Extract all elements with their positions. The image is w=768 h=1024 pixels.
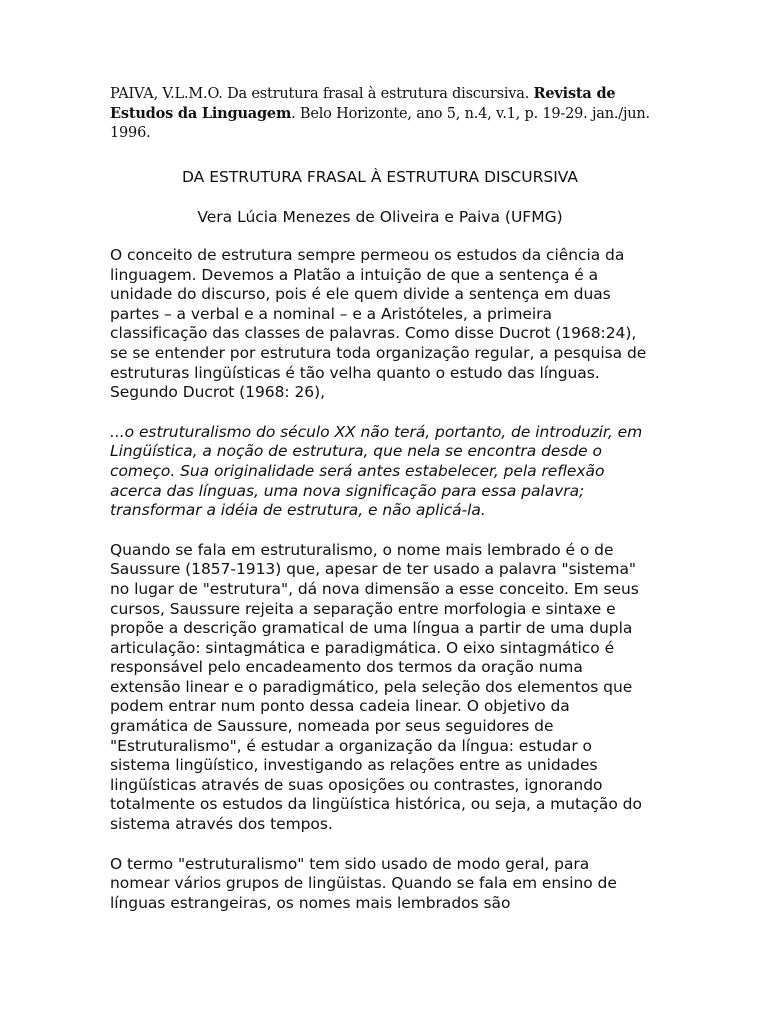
citation-prefix: PAIVA, V.L.M.O. Da estrutura frasal à estrutura discursiva. (110, 86, 534, 102)
document-author: Vera Lúcia Menezes de Oliveira e Paiva (UFMG) (197, 208, 563, 226)
citation-suffix: . Belo Horizonte, ano 5, n.4, v.1, p. 19-29. jan./jun. 1996. (110, 106, 650, 141)
paragraph-intro: O conceito de estrutura sempre permeou os estudos da ciência da linguagem. Devemos a Platão a intuição de que a sentença é a unidade do discurso, pois é ele quem divide a sentença em duas partes – a verbal e a nominal – e a Aristóteles, a primeira classificação das classes de palavras. Como disse Ducrot (1968:24), se se entender por estrutura toda organização regular, a pesquisa de estruturas lingüísticas é tão velha quanto o estudo das línguas. Segundo Ducrot (1968: 26), (110, 246, 647, 402)
document-title: DA ESTRUTURA FRASAL À ESTRUTURA DISCURSIVA (182, 168, 578, 186)
paragraph-estruturalismo: O termo "estruturalismo" tem sido usado de modo geral, para nomear vários grupos de lingüistas. Quando se fala em ensino de línguas estrangeiras, os nomes mais lembrados são (110, 854, 617, 912)
block-quote: ...o estruturalismo do século XX não terá, portanto, de introduzir, em Lingüística, a noção de estrutura, que nela se encontra desde o começo. Sua originalidade será antes estabelecer, pela reflexão acerca das línguas, uma nova significação para essa palavra; transformar a idéia de estrutura, e não aplicá-la. (110, 422, 643, 520)
document-page (110, 84, 650, 933)
citation (110, 84, 650, 143)
paragraph-saussure: Quando se fala em estruturalismo, o nome mais lembrado é o de Saussure (1857-1913) que, apesar de ter usado a palavra "sistema" no lugar de "estrutura", dá nova dimensão a esse conceito. Em seus cursos, Saussure rejeita a separação entre morfologia e sintaxe e propõe a descrição gramatical de uma língua a partir de uma dupla articulação: sintagmática e paradigmática. O eixo sintagmático é responsável pelo encadeamento dos termos da oração numa extensão linear e o paradigmático, pela seleção dos elementos que podem entrar num ponto dessa cadeia linear. O objetivo da gramática de Saussure, nomeada por seus seguidores de "Estruturalismo", é estudar a organização da língua: estudar o sistema lingüístico, investigando as relações entre as unidades lingüísticas através de suas oposições ou contrastes, ignorando totalmente os estudos da lingüística histórica, ou seja, a mutação do sistema através dos tempos. (110, 540, 642, 834)
citation-journal: Revista de Estudos da Linguagem (110, 85, 616, 122)
